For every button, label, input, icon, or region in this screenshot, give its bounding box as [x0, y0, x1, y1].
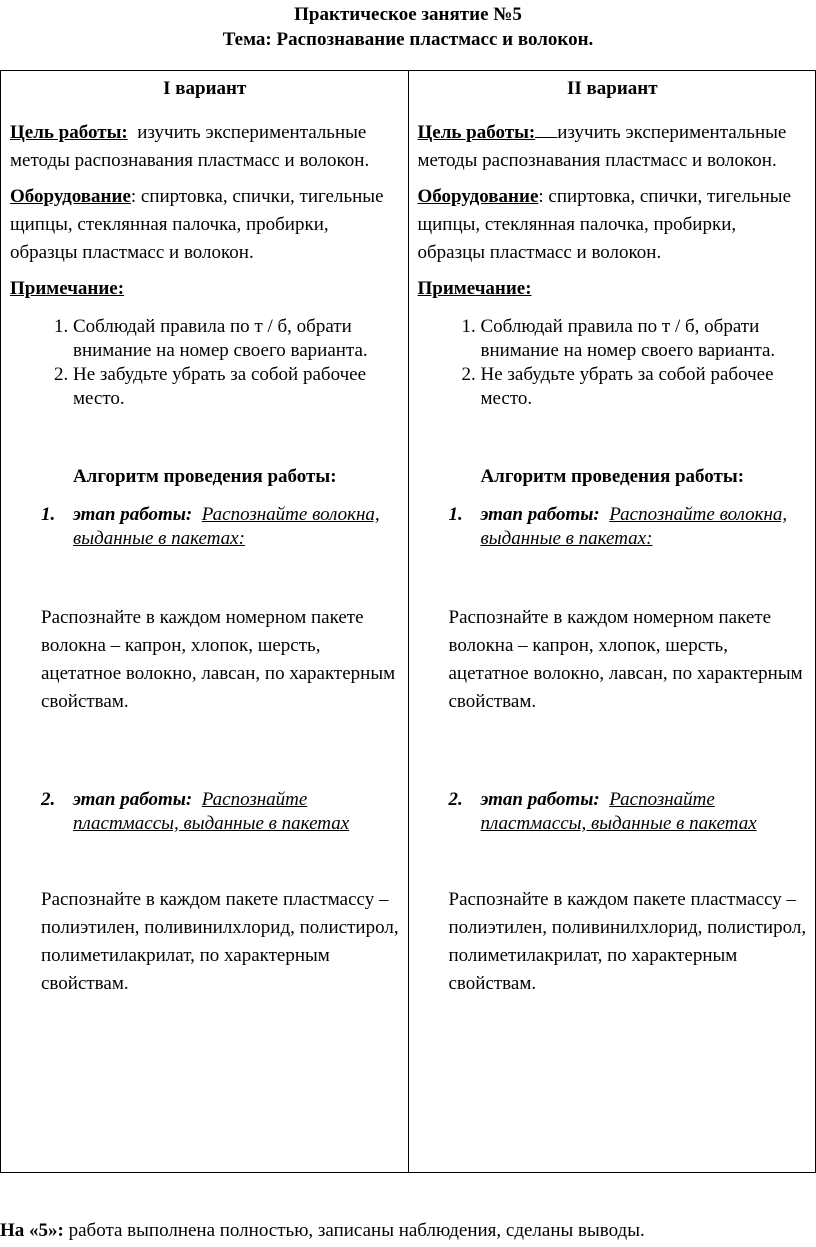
goal-text: изучить экспериментальные методы распознавания пластмасс и волокон.	[417, 122, 787, 171]
equipment-label: Оборудование	[10, 186, 131, 207]
equipment-paragraph	[10, 183, 400, 267]
stage-number: 1.	[41, 504, 56, 525]
stage-task: Распознайте волокна, выданные в пакетах:	[480, 504, 788, 549]
equipment-text: : спиртовка, спички, тигельные щипцы, стеклянная палочка, пробирки, образцы пластмасс и волокон.	[10, 186, 384, 263]
goal-underline	[535, 121, 557, 138]
variant-title: II вариант	[566, 78, 658, 99]
variant-1-column	[1, 71, 409, 1173]
stage-2-text: Распознайте в каждом пакете пластмассу – полиэтилен, поливинилхлорид, полистирол, полиметилакрилат, по характерным свойствам.	[41, 889, 399, 994]
grade-label: На «5»:	[0, 1220, 64, 1241]
variant-2-column	[408, 71, 816, 1173]
note-item: 1. Соблюдай правила по т / б, обрати внимание на номер своего варианта.	[481, 315, 808, 363]
goal-label: Цель работы:	[417, 122, 536, 143]
note-label: Примечание:	[417, 278, 532, 299]
goal-paragraph	[418, 119, 808, 175]
topic-title: Тема: Распознавание пластмасс и волокон.	[222, 29, 594, 50]
document-header	[0, 2, 816, 52]
note-paragraph	[10, 275, 400, 303]
stage-lead: этап работы:	[480, 789, 600, 810]
stage-task: Распознайте волокна, выданные в пакетах:	[73, 504, 380, 549]
goal-label: Цель работы:	[10, 122, 128, 143]
equipment-text: : спиртовка, спички, тигельные щипцы, стеклянная палочка, пробирки, образцы пластмасс и волокон.	[417, 186, 792, 263]
stage-1-heading	[41, 503, 400, 551]
stage-1-heading	[449, 503, 808, 551]
algorithm-title: Алгоритм проведения работы:	[72, 466, 337, 487]
note-label: Примечание:	[10, 278, 125, 299]
practical-title: Практическое занятие №5	[294, 4, 522, 25]
stage-lead: этап работы:	[480, 504, 600, 525]
note-item: 1. Соблюдай правила по т / б, обрати внимание на номер своего варианта.	[73, 315, 400, 363]
variant-title: I вариант	[163, 78, 247, 99]
equipment-paragraph	[418, 183, 808, 267]
stage-number: 2.	[41, 789, 56, 810]
stage-lead: этап работы:	[73, 789, 193, 810]
note-paragraph	[418, 275, 808, 303]
stage-2-text: Распознайте в каждом пакете пластмассу – полиэтилен, поливинилхлорид, полистирол, полиметилакрилат, по характерным свойствам.	[448, 889, 807, 994]
goal-paragraph	[10, 119, 400, 175]
note-item: 2. Не забудьте убрать за собой рабочее место.	[481, 363, 808, 411]
stage-lead: этап работы:	[73, 504, 193, 525]
grading-note	[0, 1219, 645, 1243]
stage-number: 2.	[448, 789, 463, 810]
stage-task: Распознайте пластмассы, выданные в пакетах	[480, 789, 757, 834]
stage-2-heading	[449, 788, 808, 836]
goal-text: изучить экспериментальные методы распознавания пластмасс и волокон.	[10, 122, 370, 171]
variants-table	[0, 70, 816, 1173]
stage-number: 1.	[448, 504, 463, 525]
algorithm-title: Алгоритм проведения работы:	[480, 466, 745, 487]
stage-1-text: Распознайте в каждом номерном пакете волокна – капрон, хлопок, шерсть, ацетатное волокно, лавсан, по характерным свойствам.	[448, 607, 803, 712]
equipment-label: Оборудование	[417, 186, 539, 207]
notes-list	[418, 315, 808, 411]
grade-text: работа выполнена полностью, записаны наблюдения, сделаны выводы.	[63, 1220, 645, 1241]
stage-1-text: Распознайте в каждом номерном пакете волокна – капрон, хлопок, шерсть, ацетатное волокно, лавсан, по характерным свойствам.	[41, 607, 396, 712]
note-item: 2. Не забудьте убрать за собой рабочее место.	[73, 363, 400, 411]
stage-task: Распознайте пластмассы, выданные в пакетах	[73, 789, 350, 834]
notes-list	[10, 315, 400, 411]
stage-2-heading	[41, 788, 400, 836]
